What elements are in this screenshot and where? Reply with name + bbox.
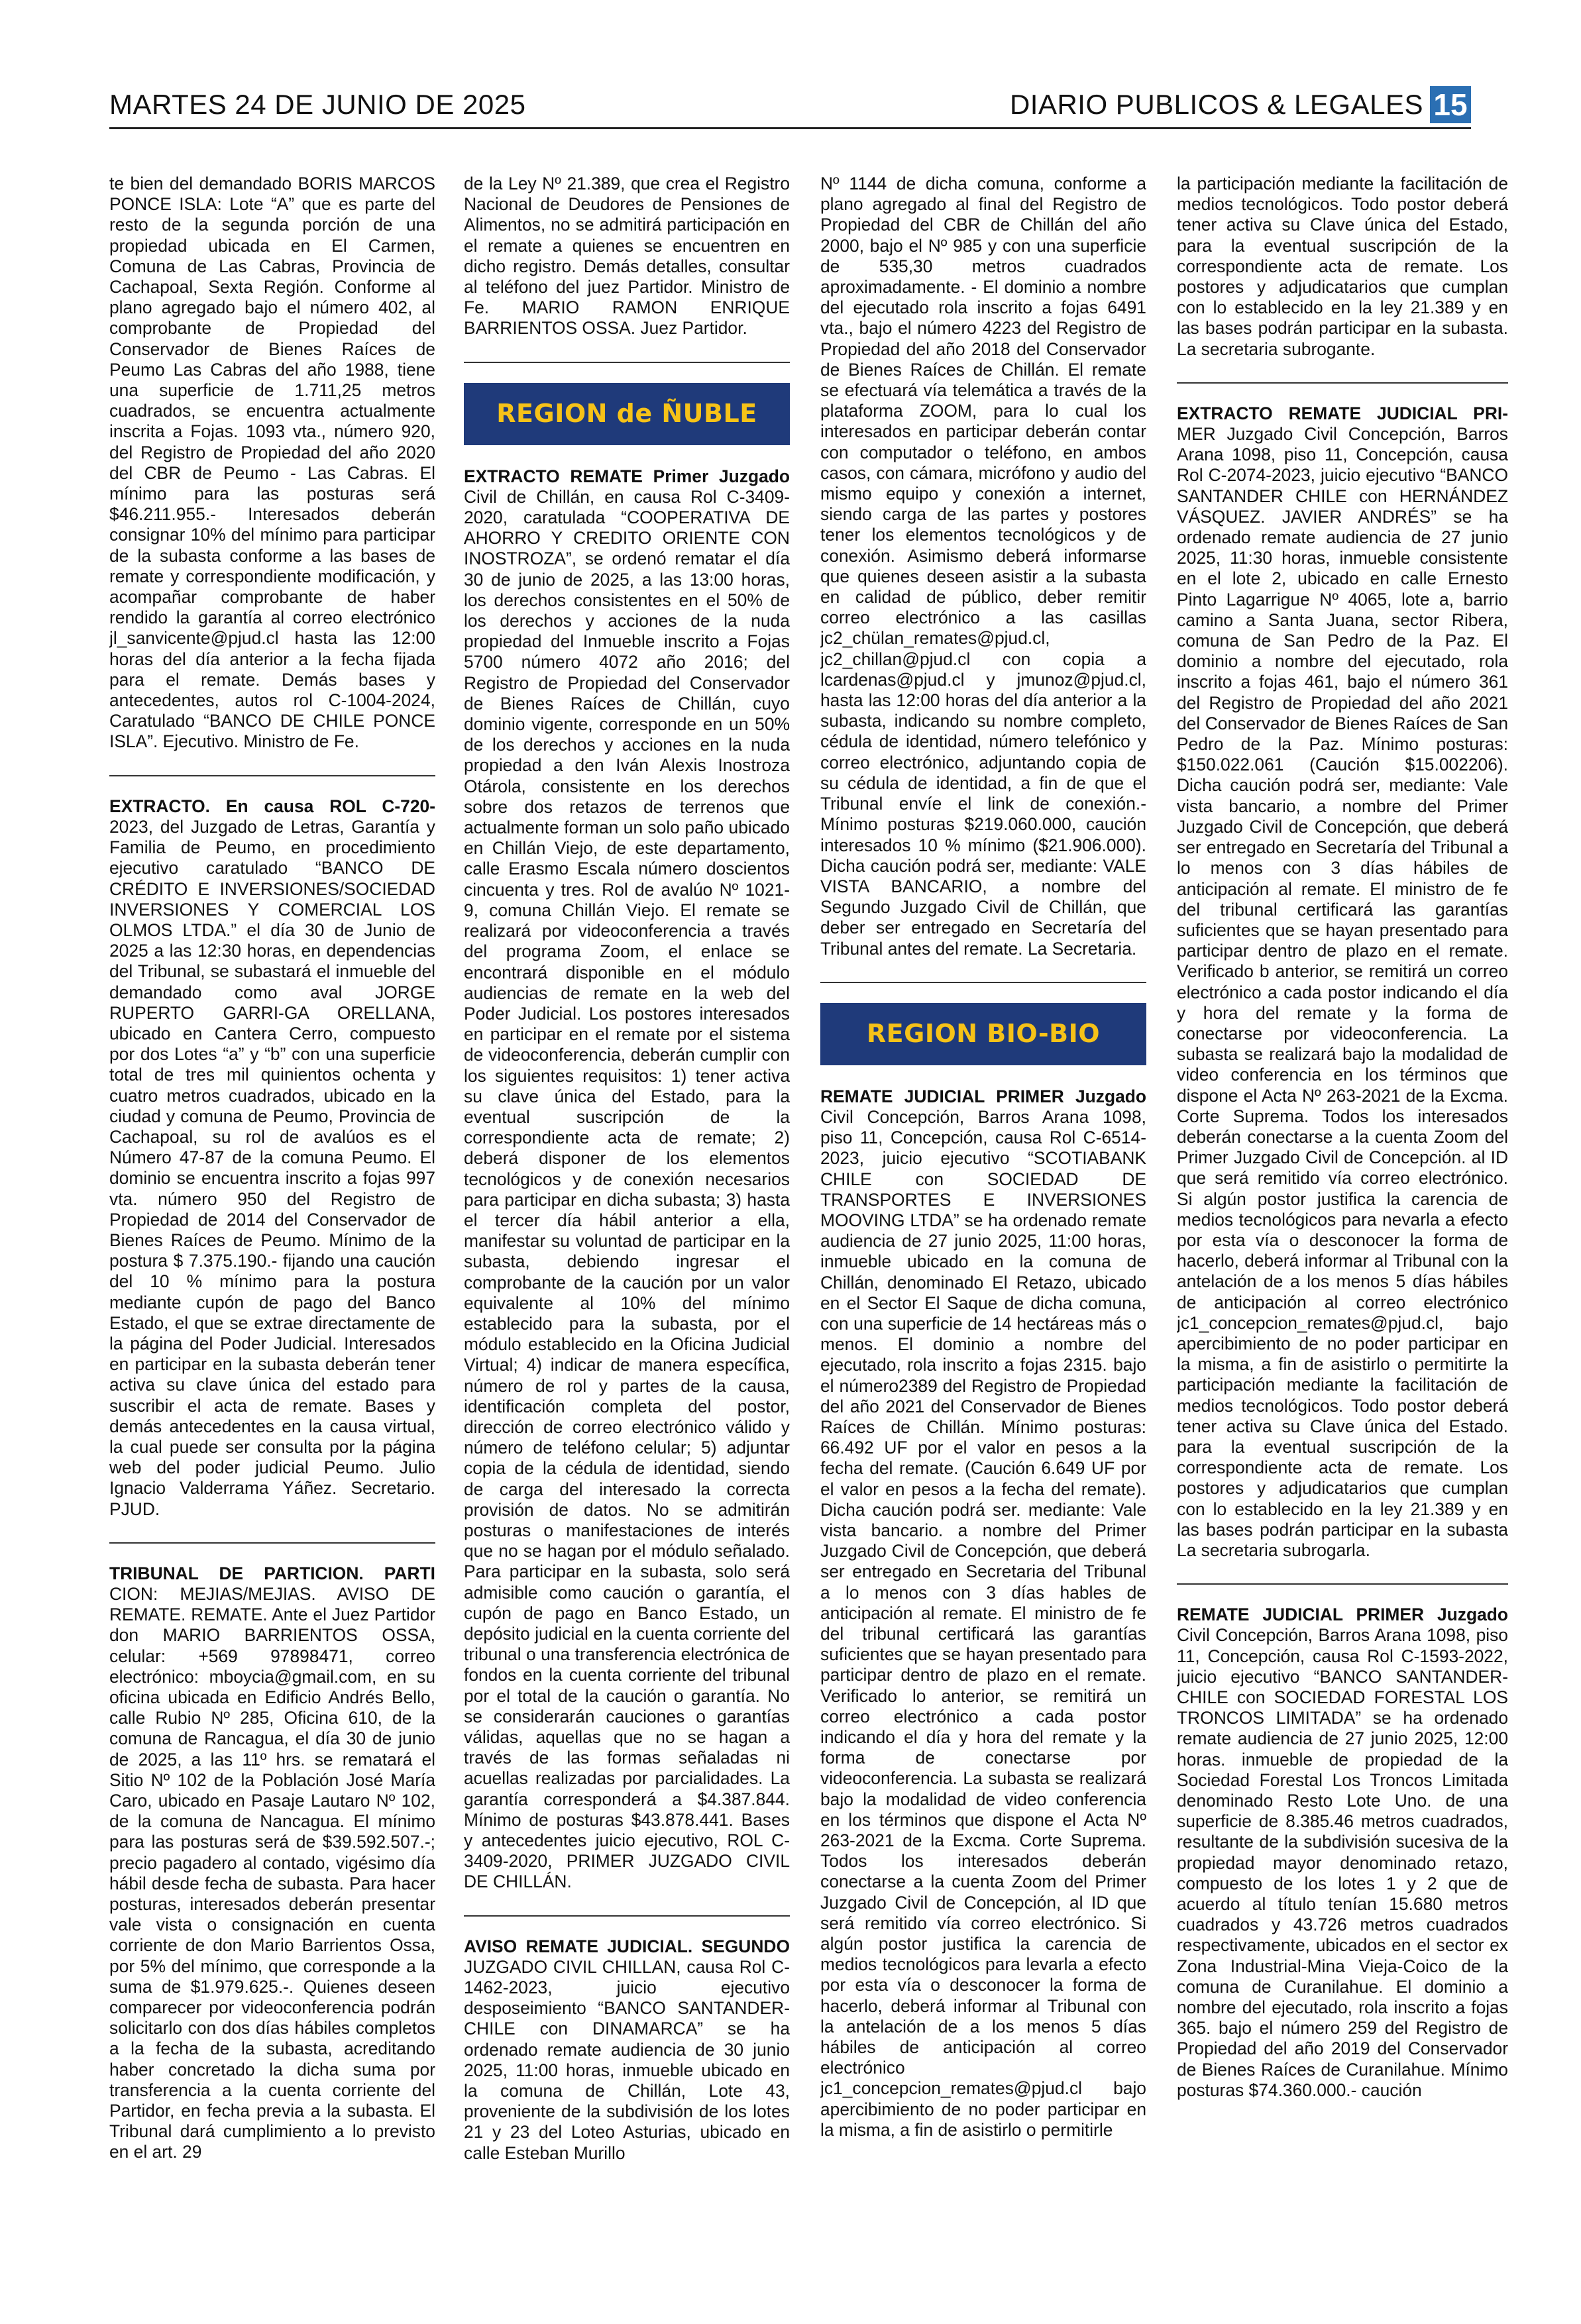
notice-text: 2023, del Juzgado de Letras, Garantía y Familia de Peumo, en procedimiento ejecutivo caratulado “BANCO DE CRÉDITO E INVERSIONES/SOCIEDAD INVERSIONES Y COMERCIAL LOS OLMOS LTDA.” el día 30 de Junio de 2025 a las 12:30 horas, en dependencias del Tribunal, se subastará el inmueble del demandado como aval JORGE RUPERTO GARRI-GA ORELLANA, ubicado en Cantera Cerro, compuesto por dos Lotes “a” y “b” con una superficie total de tres mil quinientos ochenta y cuatro metros cuadrados, ubicado en la ciudad y comuna de Peumo, Provincia de Cachapoal, su rol de avalúos es el Número 47-87 de la comuna Peumo. El dominio se encuentra inscrito a fojas 997 vta. número 950 del Registro de Propiedad de 2014 del Conservador de Bienes Raíces de Peumo. Mínimo de la postura $ 7.375.190.- fijando una caución del 10 % mínimo para la postura mediante cupón de pago del Banco Estado, el que se extrae directamente de la página del Poder Judicial. Interesados en participar en la subasta deberán tener activa su clave única del estado para suscribir el acta de remate. Bases y demás antecedentes en la causa virtual, la cual puede ser consulta por la página web del poder judicial Peumo. Julio Ignacio Valderrama Yáñez. Secretario. PJUD. (109, 816, 435, 1519)
legal-notice (109, 796, 435, 1520)
column-separator (109, 775, 435, 776)
legal-notice (1177, 174, 1508, 360)
legal-notice (464, 466, 790, 1893)
legal-notice (464, 174, 790, 339)
column-3 (820, 174, 1146, 2300)
header-rule (109, 127, 1471, 129)
page-header (109, 86, 1471, 125)
column-separator (820, 982, 1146, 983)
notice-lead: AVISO REMATE JUDICIAL. SEGUNDO (464, 1936, 790, 1956)
legal-notice (109, 174, 435, 753)
notice-lead: REMATE JUDICIAL PRIMER Juzgado (820, 1086, 1146, 1106)
page-number-badge: 15 (1430, 86, 1471, 123)
region-banner-label: REGION de ÑUBLE (496, 399, 757, 429)
notice-text: MER Juzgado Civil Concepción, Barros Arana 1098, piso 11, Concepción, causa Rol C-2074-2023, juicio ejecutivo “BANCO SANTANDER CHILE con HERNÁNDEZ VÁSQUEZ. JAVIER ANDRÉS” se ha ordenado remate audiencia de 27 junio 2025, 11:30 horas, inmueble consistente en el lote 2, ubicado en calle Ernesto Pinto Lagarrigue Nº 4065, lote a, barrio camino a Santa Juana, sector Ribera, comuna de San Pedro de la Paz. El dominio a nombre del ejecutado, rola inscrito a fojas 461, bajo el número 361 del Registro de Propiedad del año 2021 del Conservador de Bienes Raíces de San Pedro de la Paz. Mínimo posturas: $150.022.061 (Caución $15.002206). Dicha caución podrá ser, mediante: Vale vista bancario, a nombre del Primer Juzgado Civil de Concepción, que deberá ser entregado en Secretaría del Tribunal a lo menos con 3 días hábiles de anticipación al remate. El ministro de fe del tribunal certificará las garantías suficientes que se hayan presentado para participar dentro de plazo en el remate. Verificado b anterior, se remitirá un correo electrónico a cada postor indicando el día y hora del remate y la forma de conectarse por videoconferencia. La subasta se realizará bajo la modalidad de video conferencia en los términos que dispone el Acta Nº 263-2021 de la Excma. Corte Suprema. Todos los interesados deberán conectarse a la cuenta Zoom del Primer Juzgado Civil de Concepción. al ID que será remitido vía correo electrónico. Si algún postor justifica la carencia de medios tecnológicos para nevarla a efecto por esta vía o desconocer la forma de hacerlo, deberá informar al Tribunal con la antelación de a los menos 5 días hábiles de anticipación al correo electrónico jc1_concepcion_remates@pjud.cl, bajo apercibimiento de no poder participar en la misma, a fin de asistirlo o permitirte la participación mediante la facilitación de medios tecnológicos. Todo postor deberá tener activa su Clave única del Estado. para la eventual suscripción de la correspondiente acta de remate. Los postores y adjudicatarios que cumplan con lo establecido en la ley 21.389 y en las bases podrán participar en la subasta La secretaria subrogarla. (1177, 424, 1508, 1560)
notice-text: de la Ley Nº 21.389, que crea el Registro Nacional de Deudores de Pensiones de Alimentos, no se admitirá participación en el remate a quienes se encuentren en dicho registro. Demás detalles, consultar al teléfono del juez Partidor. Ministro de Fe. MARIO RAMON ENRIQUE BARRIENTOS OSSA. Juez Partidor. (464, 174, 790, 339)
legal-notice (1177, 1605, 1508, 2101)
notice-text: CION: MEJIAS/MEJIAS. AVISO DE REMATE. REMATE. Ante el Juez Partidor don MARIO BARRIENTOS OSSA, celular: +569 97898471, correo electrónico: mboycia@gmail.com, en su oficina ubicada en Edificio Andrés Bello, calle Rubio Nº 285, Oficina 610, de la comuna de Rancagua, el día 30 de junio de 2025, a las 11º hrs. se rematará el Sitio Nº 102 de la Población José María Caro, ubicado en Pasaje Lautaro Nº 102, de la comuna de Nancagua. El mínimo para las posturas será de $39.592.507.-; precio pagadero al contado, vigésimo día hábil desde fecha de subasta. Para hacer posturas, interesados deberán presentar vale vista o consignación en cuenta corriente de don Mario Barrientos Ossa, por 5% del mínimo, que corresponde a la suma de $1.979.625.-. Quienes deseen comparecer por videoconferencia podrán solicitarlo con dos días hábiles completos a la fecha de la subasta, acreditando haber concretado la dicha suma por transferencia a la cuenta corriente del Partidor, en fecha previa a la subasta. El Tribunal dará cumplimiento a lo previsto en el art. 29 (109, 1584, 435, 2162)
notice-lead: EXTRACTO REMATE Primer Juzgado (464, 466, 790, 486)
notice-lead: EXTRACTO REMATE JUDICIAL PRI- (1177, 403, 1508, 423)
column-separator (109, 1542, 435, 1544)
column-4 (1177, 174, 1508, 2300)
region-banner (464, 383, 790, 445)
region-banner-label: REGION BIO-BIO (866, 1019, 1101, 1049)
column-separator (1177, 382, 1508, 384)
notice-text: Civil de Chillán, en causa Rol C-3409-2020, caratulada “COOPERATIVA DE AHORRO Y CREDITO ORIENTE CON INOSTROZA”, se ordenó rematar el día 30 de junio de 2025, a las 13:00 horas, los derechos consistentes en el 50% de los derechos y acciones de la nuda propiedad del Inmueble inscrito a Fojas 5700 número 4072 año 2016; del Registro de Propiedad del Conservador de Bienes Raíces de Chillán, cuyo dominio vigente, corresponde en un 50% de los derechos y acciones en la nuda propiedad a den Iván Alexis Inostroza Otárola, consistente en los derechos sobre dos retazos de terrenos que actualmente forman un solo paño ubicado en Chillán Viejo, de este departamento, calle Erasmo Escala número doscientos cincuenta y tres. Rol de avalúo Nº 1021-9, comuna Chillán Viejo. El remate se realizará por videoconferencia a través del programa Zoom, el enlace se encontrará disponible en el módulo audiencias de remate en la web del Poder Judicial. Los postores interesados en participar en el remate por el sistema de videoconferencia, deberán cumplir con los siguientes requisitos: 1) tener activa su clave única del Estado, para la eventual suscripción de la correspondiente acta de remate; 2) deberá disponer de los elementos tecnológicos y de conexión necesarios para participar en dicha subasta; 3) hasta el tercer día hábil anterior a ella, manifestar su voluntad de participar en la subasta, debiendo ingresar el comprobante de la caución por un valor equivalente al 10% del mínimo establecido para la subasta, por el módulo establecido en la Oficina Judicial Virtual; 4) indicar de manera específica, número de rol y partes de la causa, identificación completa del postor, dirección de correo electrónico válido y número de teléfono celular; 5) adjuntar copia de la cédula de identidad, siendo de carga del interesado la correcta provisión de datos. No se admitirán posturas o manifestaciones de interés que no se hagan por el módulo señalado. Para participar en la subasta, solo será admisible como caución o garantía, el cupón de pago en Banco Estado, un depósito judicial en la cuenta corriente del tribunal o una transferencia electrónica de fondos en la cuenta corriente del tribunal por el total de la caución o garantía. No se considerarán cauciones o garantías válidas, aquellas que no se hagan a través de las formas señaladas ni acuellas realizadas por parcialidades. La garantía corresponderá a $4.387.844. Mínimo de posturas $43.878.441. Bases y antecedentes juicio ejecutivo, ROL C-3409-2020, PRIMER JUZGADO CIVIL DE CHILLÁN. (464, 486, 790, 1892)
notice-lead: REMATE JUDICIAL PRIMER Juzgado (1177, 1605, 1508, 1625)
notice-text: la participación mediante la facilitación de medios tecnológicos. Todo postor deberá tener activa su Clave única del Estado, para la eventual suscripción de la correspondiente acta de remate. Los postores y adjudicatarios que cumplan con lo establecido en la ley 21.389 y en las bases podrán participar en la subasta. La secretaria subrogante. (1177, 174, 1508, 359)
notice-text: JUZGADO CIVIL CHILLAN, causa Rol C-1462-2023, juicio ejecutivo desposeimiento “BANCO SANTANDER-CHILE con DINAMARCA” se ha ordenado remate audiencia de 30 junio 2025, 11:00 horas, inmueble ubicado en la comuna de Chillán, Lote 43, proveniente de la subdivisión de los lotes 21 y 23 del Loteo Asturias, ubicado en calle Esteban Murillo (464, 1956, 790, 2163)
column-2 (464, 174, 790, 2300)
header-publication: DIARIO PUBLICOS & LEGALES (1009, 89, 1423, 120)
legal-notice (464, 1936, 790, 2164)
notice-lead: TRIBUNAL DE PARTICION. PARTI (109, 1563, 435, 1583)
notice-text: Nº 1144 de dicha comuna, conforme a plano agregado al final del Registro de Propiedad del CBR de Chillán del año 2000, bajo el Nº 985 y con una superficie de 535,30 metros cuadrados aproximadamente. - El dominio a nombre del ejecutado rola inscrito a fojas 6491 vta., bajo el número 4223 del Registro de Propiedad del año 2018 del Conservador de Bienes Raíces de Chillán. El remate se efectuará vía telemática a través de la plataforma ZOOM, para lo cual los interesados en participar deberán contar con computador o teléfono, en ambos casos, con cámara, micrófono y audio del mismo equipo y conexión a internet, siendo carga de las partes y postores tener los elementos tecnológicos y de conexión. Asimismo deberá informarse que quienes deseen asistir a la subasta en calidad de público, deber remitir correo electrónico a las casillas jc2_chülan_remates@pjud.cl, jc2_chillan@pjud.cl con copia a lcardenas@pjud.cl y jmunoz@pjud.cl, hasta las 12:00 horas del día anterior a la subasta, indicando su nombre completo, cédula de identidad, número telefónico y correo electrónico, adjuntando copia de su cédula de identidad, a fin de que el Tribunal envíe el link de conexión.- Mínimo posturas $219.060.000, caución interesados 10 % mínimo ($21.906.000). Dicha caución podrá ser, mediante: VALE VISTA BANCARIO, a nombre del Segundo Juzgado Civil de Chillán, que deber ser entregado en Secretaría del Tribunal antes del remate. La Secretaria. (820, 174, 1146, 959)
column-separator (464, 1915, 790, 1917)
legal-notice (109, 1563, 435, 2163)
legal-notice (820, 1086, 1146, 2140)
header-date: MARTES 24 DE JUNIO DE 2025 (109, 89, 526, 120)
notice-text: te bien del demandado BORIS MARCOS PONCE ISLA: Lote “A” que es parte del resto de la segunda porción de una propiedad ubicada en El Carmen, Comuna de Las Cabras, Provincia de Cachapoal, Sexta Región. Conforme al plano agregado bajo el número 402, al comprobante de Propiedad del Conservador de Bienes Raíces de Peumo Las Cabras del año 1988, tiene una superficie de 1.711,25 metros cuadrados, se encuentra actualmente inscrita a Fojas. 1093 vta., número 920, del Registro de Propiedad del año 2020 del CBR de Peumo - Las Cabras. El mínimo para las posturas será $46.211.955.- Interesados deberán consignar 10% del mínimo para participar de la subasta conforme a las bases de remate y correspondiente modificación, y acompañar comprobante de haber rendido la garantía al correo electrónico jl_sanvicente@pjud.cl hasta las 12:00 horas del día anterior a la fecha fijada para el remate. Demás bases y antecedentes, autos rol C-1004-2024, Caratulado “BANCO DE CHILE PONCE ISLA”. Ejecutivo. Ministro de Fe. (109, 174, 435, 752)
legal-notice (820, 174, 1146, 959)
notice-text: Civil Concepción, Barros Arana 1098, piso 11, Concepción, causa Rol C-6514-2023, juicio ejecutivo “SCOTIABANK CHILE con SOCIEDAD DE TRANSPORTES E INVERSIONES MOOVING LTDA” se ha ordenado remate audiencia de 27 junio 2025, 11:00 horas, inmueble ubicado en la comuna de Chillán, denominado El Retazo, ubicado en el Sector El Saque de dicha comuna, con una superficie de 14 hectáreas más o menos. El dominio a nombre del ejecutado, rola inscrito a fojas 2315. bajo el número2389 del Registro de Propiedad del año 2021 del Conservador de Bienes Raíces de Chillán. Mínimo posturas: 66.492 UF por el valor en pesos a la fecha del remate. (Caución 6.649 UF por el valor en pesos a la fecha del remate). Dicha caución podrá ser. mediante: Vale vista bancario. a nombre del Primer Juzgado Civil de Concepción, que deberá ser entregado en Secretaria del Tribunal a lo menos con 3 días hables de anticipación al remate. El ministro de fe del tribunal certificará las garantías suficientes que se hayan presentado para participar dentro de plazo en el remate. Verificado lo anterior, se remitirá un correo electrónico a cada postor indicando el día y hora del remate y la forma de conectarse por videoconferencia. La subasta se realizará bajo la modalidad de video conferencia en los términos que dispone el Acta Nº 263-2021 de la Excma. Corte Suprema. Todos los interesados deberán conectarse a la cuenta Zoom del Primer Juzgado Civil de Concepción, al ID que será remitido vía correo electrónico. Si algún postor justifica la carencia de medios tecnológicos para levarla a efecto por esta vía o desconocer la forma de hacerlo, deberá informar al Tribunal con la antelación de a los menos 5 días hábiles de anticipación al correo electrónico jc1_concepcion_remates@pjud.cl bajo apercibimiento de no poder participar en la misma, a fin de asistirlo o permitirle (820, 1106, 1146, 2140)
column-1 (109, 174, 435, 2300)
region-banner (820, 1003, 1146, 1065)
column-separator (464, 362, 790, 363)
column-separator (1177, 1583, 1508, 1585)
legal-notice (1177, 403, 1508, 1561)
notice-text: Civil Concepción, Barros Arana 1098, piso 11, Concepción, causa Rol C-1593-2022, juicio ejecutivo “BANCO SANTANDER-CHILE con SOCIEDAD FORESTAL LOS TRONCOS LIMITADA” se ha ordenado remate audiencia de 27 junio 2025, 12:00 horas. inmueble de propiedad de la Sociedad Forestal Los Troncos Limitada denominado Resto Lote Uno. de una superficie de 8.385.46 metros cuadrados, resultante de la subdivisión sucesiva de la propiedad mayor denominado retazo, compuesto de los lotes 1 y 2 que de acuerdo al título tenían 15.680 metros cuadrados y 43.726 metros cuadrados respectivamente, ubicados en el sector ex Zona Industrial-Mina Vieja-Coico de la comuna de Curanilahue. El dominio a nombre del ejecutado, rola inscrito a fojas 365. bajo el número 259 del Registro de Propiedad del año 2019 del Conservador de Bienes Raíces de Curanilahue. Mínimo posturas $74.360.000.- caución (1177, 1625, 1508, 2100)
notice-lead: EXTRACTO. En causa ROL C-720- (109, 796, 435, 816)
